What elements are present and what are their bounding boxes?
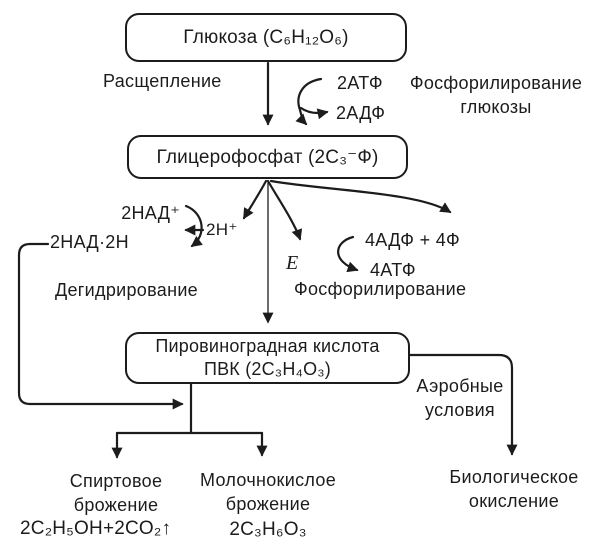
nad-reduction-curve bbox=[186, 206, 202, 246]
label-dehydrogenation: Дегидрирование bbox=[55, 280, 198, 300]
label-biological-oxidation-line2: окисление bbox=[468, 491, 560, 511]
label-nad-2h: 2НАД·2Н bbox=[50, 232, 129, 252]
label-aerobic-line1: Аэробные bbox=[416, 376, 504, 396]
label-alcohol-fermentation bbox=[46, 469, 186, 517]
node-pyruvate bbox=[125, 332, 410, 384]
label-aerobic-line2: условия bbox=[425, 400, 495, 420]
label-h-plus: 2Н⁺ bbox=[206, 220, 238, 239]
node-glucose bbox=[125, 13, 407, 62]
label-adp4-p4: 4АДФ + 4Ф bbox=[365, 230, 461, 250]
node-pyruvate-line2: ПВК (2C₃H₄O₃) bbox=[203, 359, 332, 379]
arrow-to-adp4 bbox=[271, 181, 450, 212]
label-lactic-formula: 2C₃H₆O₃ bbox=[229, 519, 307, 540]
label-nad-plus: 2НАД⁺ bbox=[121, 203, 180, 223]
arrow-to-h-plus bbox=[244, 181, 266, 218]
label-atp2: 2АТФ bbox=[337, 73, 383, 93]
node-glycerophosphate bbox=[127, 135, 408, 179]
adp4-atp4-curve bbox=[338, 237, 357, 270]
label-phosphorylation: Фосфорилирование bbox=[294, 279, 467, 299]
label-alcohol-line2: брожение bbox=[73, 495, 159, 515]
node-glucose-label: Глюкоза (C₆H₁₂O₆) bbox=[183, 27, 349, 48]
label-adp2: 2АДФ bbox=[336, 103, 386, 123]
label-lactic-line2: брожение bbox=[225, 494, 311, 514]
label-biological-oxidation bbox=[428, 465, 600, 513]
node-glycerophosphate-label: Глицерофосфат (2C₃⁻Ф) bbox=[156, 146, 379, 168]
label-biological-oxidation-line1: Биологическое bbox=[449, 467, 579, 487]
label-glucose-phosphorylation bbox=[392, 71, 600, 119]
label-energy: E bbox=[286, 252, 299, 274]
label-aerobic-conditions bbox=[398, 374, 522, 422]
node-pyruvate-line1: Пировиноградная кислота bbox=[155, 336, 380, 356]
label-alcohol-formula: 2C₂H₅OH+2CO₂↑ bbox=[20, 518, 172, 539]
atp-adp-cycle-branch-arrow bbox=[301, 108, 327, 113]
label-cleavage: Расщепление bbox=[103, 71, 222, 91]
label-lactic-line1: Молочнокислое bbox=[199, 470, 337, 490]
atp-adp-cycle-curve bbox=[298, 79, 321, 124]
label-lactic-fermentation bbox=[185, 468, 351, 516]
label-glucose-phosphorylation-line1: Фосфорилирование bbox=[409, 73, 583, 93]
label-alcohol-line1: Спиртовое bbox=[69, 471, 163, 491]
arrow-to-energy bbox=[268, 181, 300, 239]
label-atp4: 4АТФ bbox=[370, 260, 416, 280]
label-glucose-phosphorylation-line2: глюкозы bbox=[460, 97, 532, 117]
